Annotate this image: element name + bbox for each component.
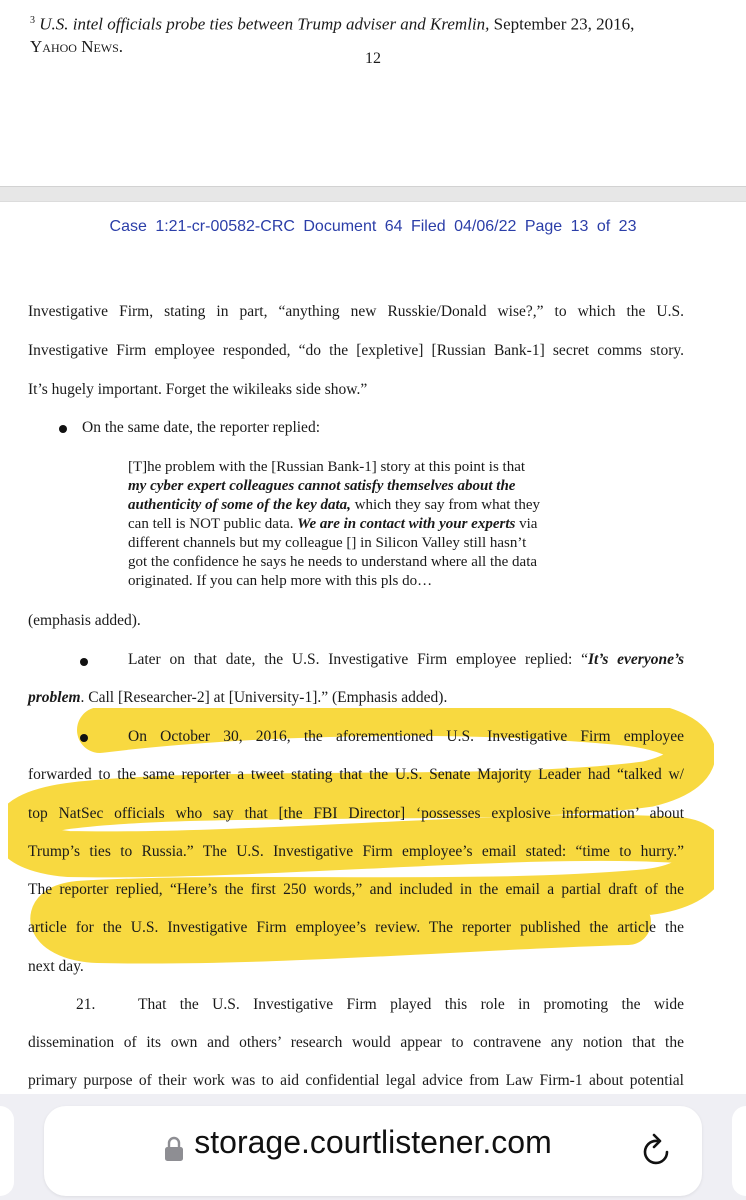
quote-text: can tell is NOT public data. xyxy=(128,516,298,532)
bullet-text-part: . Call [Researcher-2] at [University-1].” (Emphasis added). xyxy=(80,689,448,706)
para-line: It’s hugely important. Forget the wikileaks side show.” xyxy=(28,381,368,398)
para-line: Investigative Firm, stating in part, “anything new Russkie/Donald wise?,” to which the U.S. xyxy=(28,303,684,320)
highlighted-line: top NatSec officials who say that [the FBI Director] ‘possesses explosive information’ about xyxy=(28,805,684,822)
bullet-text xyxy=(28,688,684,708)
highlighted-line: Trump’s ties to Russia.” The U.S. Investigative Firm employee’s email stated: “time to hurry.” xyxy=(28,843,684,860)
highlighted-line: next day. xyxy=(28,958,84,975)
bullet-dot xyxy=(80,734,88,742)
bullet-dot xyxy=(80,658,88,666)
bullet-dot xyxy=(59,425,67,433)
next-tab-peek[interactable] xyxy=(732,1106,746,1196)
quote-emphasis: We are in contact with your experts xyxy=(297,516,516,532)
quote-line xyxy=(128,515,578,534)
para-line: Investigative Firm employee responded, “do the [expletive] [Russian Bank-1] secret comms story. xyxy=(28,342,684,359)
quote-line: [T]he problem with the [Russian Bank-1] story at this point is that xyxy=(128,459,526,475)
footnote-title: U.S. intel officials probe ties between Trump adviser and Kremlin, xyxy=(39,14,490,34)
quote-text: which they say from what they xyxy=(350,497,541,513)
highlighted-line: article for the U.S. Investigative Firm employee’s review. The reporter published the article the xyxy=(28,919,684,936)
quote-line xyxy=(128,496,578,515)
case-header: Case 1:21-cr-00582-CRC Document 64 Filed 04/06/22 Page 13 of 23 xyxy=(109,218,637,235)
previous-tab-peek[interactable] xyxy=(0,1106,14,1196)
paragraph-number: 21. xyxy=(76,996,96,1013)
bullet-text-part: Later on that date, the U.S. Investigative Firm employee replied: “ xyxy=(128,651,588,668)
bullet-text: On the same date, the reporter replied: xyxy=(82,419,320,436)
para-line: That the U.S. Investigative Firm played this role in promoting the wide xyxy=(138,996,684,1013)
previous-page-number: 12 xyxy=(365,50,381,67)
quote-line: originated. If you can help more with this pls do… xyxy=(128,573,433,589)
quote-text: via xyxy=(515,516,538,532)
para-line: dissemination of its own and others’ research would appear to contravene any notion that the xyxy=(28,1034,684,1051)
url-text[interactable]: storage.courtlistener.com xyxy=(194,1124,552,1160)
bullet-text xyxy=(128,650,684,670)
highlighted-line: forwarded to the same reporter a tweet stating that the U.S. Senate Majority Leader had “talked w/ xyxy=(28,766,684,783)
highlighter-stroke xyxy=(17,713,705,941)
bullet-emphasis: problem xyxy=(28,689,81,706)
bullet-emphasis: It’s everyone’s xyxy=(588,651,684,668)
address-bar[interactable] xyxy=(44,1106,702,1196)
footnote-marker: 3 xyxy=(30,15,35,26)
quote-line: different channels but my colleague [] in Silicon Valley still hasn’t xyxy=(128,535,527,551)
highlighted-line: The reporter replied, “Here’s the first 250 words,” and included in the email a partial draft of the xyxy=(28,881,684,898)
page-separator xyxy=(0,186,746,202)
quote-line-emphasis: my cyber expert colleagues cannot satisfy themselves about the xyxy=(128,478,516,494)
footnote-date: September 23, 2016, xyxy=(489,14,635,34)
reload-icon[interactable] xyxy=(640,1132,674,1168)
footnote-publication: Yahoo News. xyxy=(30,36,124,56)
emphasis-note: (emphasis added). xyxy=(28,612,141,629)
highlighted-line: On October 30, 2016, the aforementioned U.S. Investigative Firm employee xyxy=(128,728,684,745)
block-quote xyxy=(128,458,578,591)
para-line: primary purpose of their work was to aid confidential legal advice from Law Firm-1 about potential xyxy=(28,1072,684,1089)
quote-emphasis: authenticity of some of the key data, xyxy=(128,497,351,513)
quote-line: got the confidence he says he needs to understand where all the data xyxy=(128,554,538,570)
